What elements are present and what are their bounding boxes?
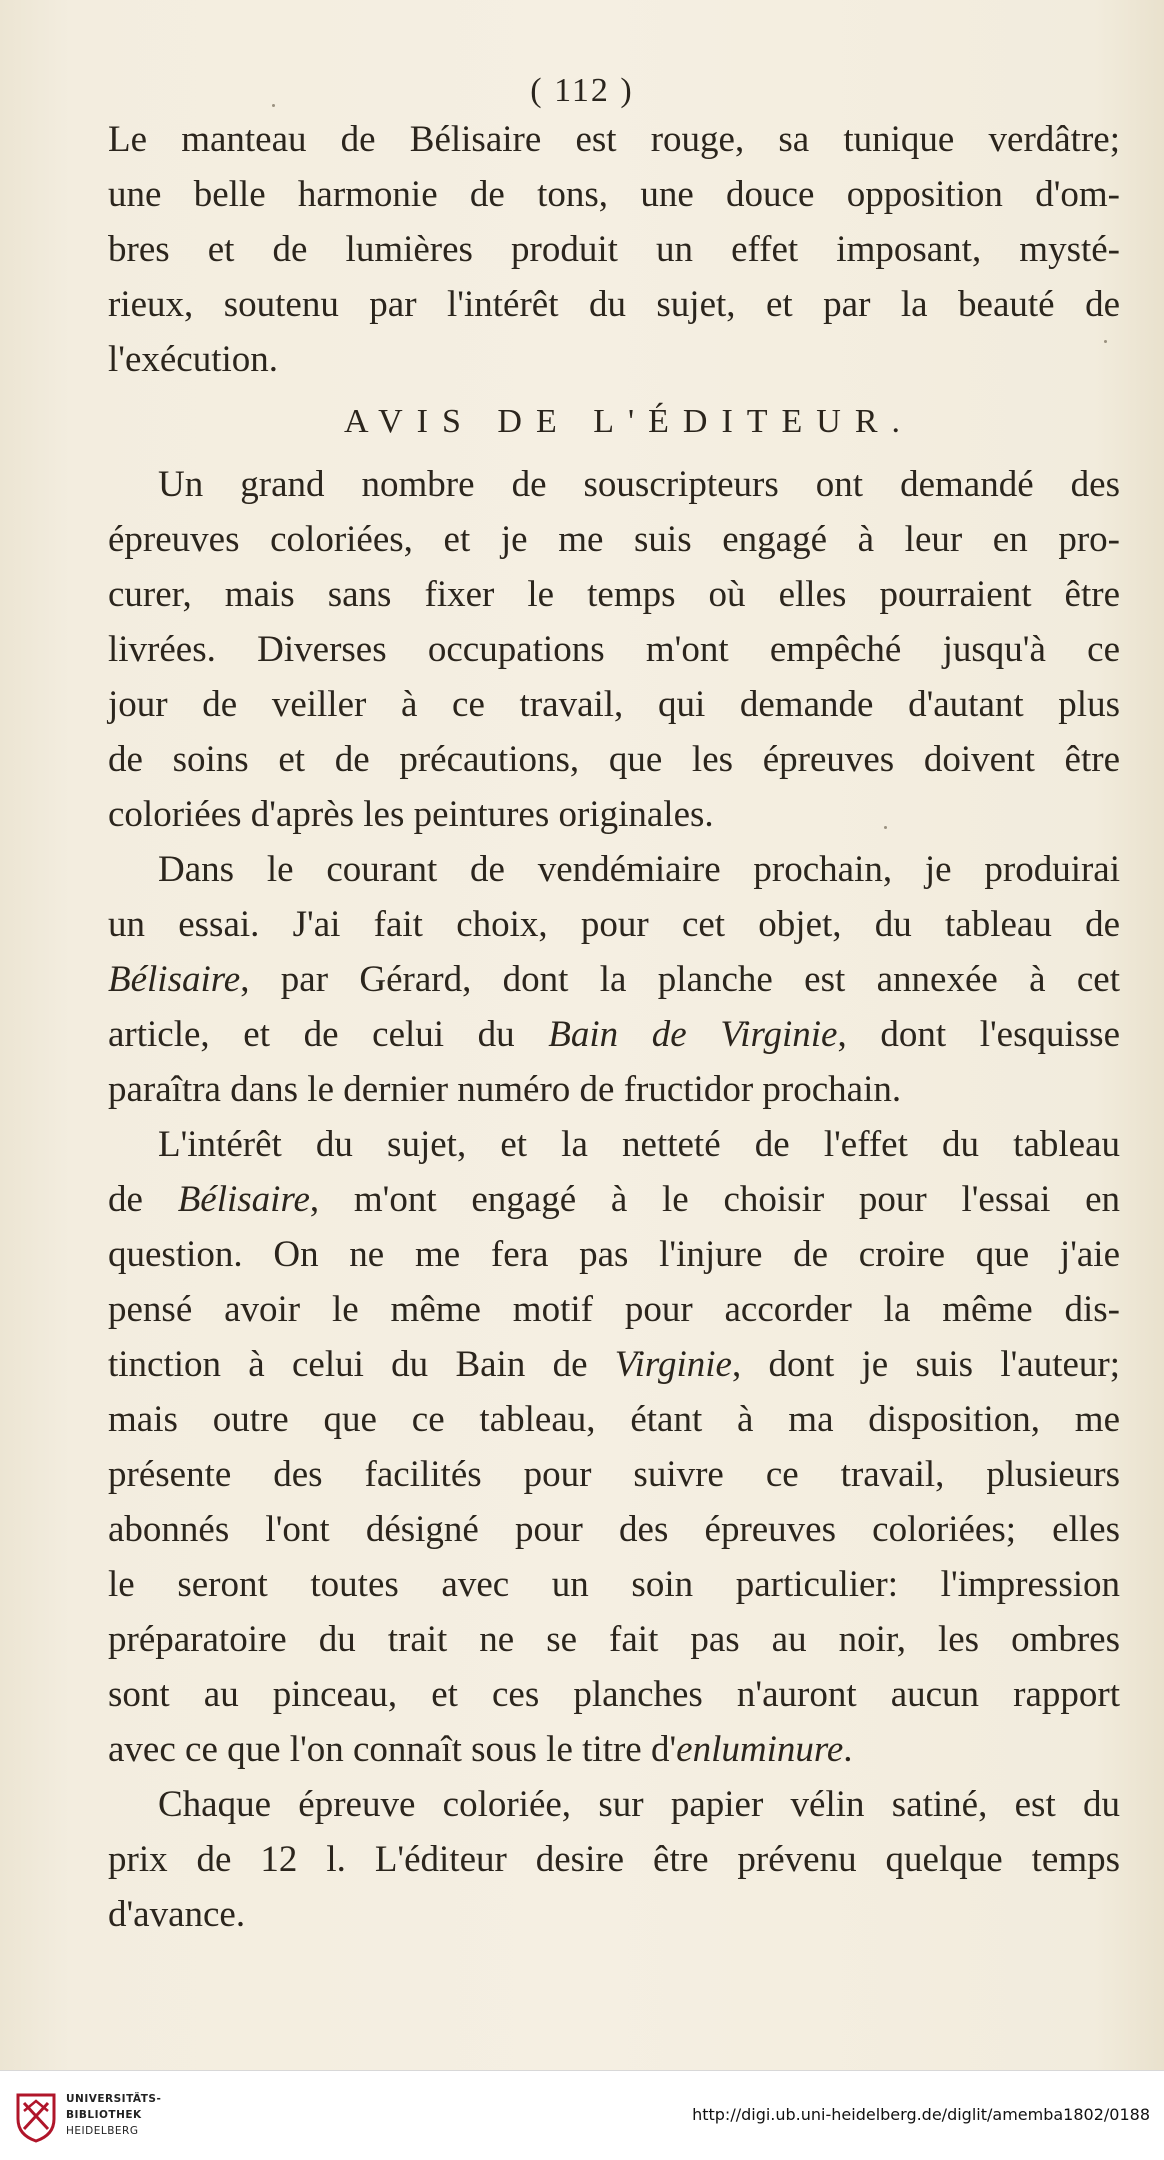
text-line: pensé avoir le même motif pour accorder la même dis- <box>108 1289 1120 1330</box>
text-line: présente des facilités pour suivre ce travail, plusieurs <box>108 1454 1120 1495</box>
text-line <box>108 1337 1120 1392</box>
text-line: jour de veiller à ce travail, qui demande d'autant plus <box>108 684 1120 725</box>
text-line: de soins et de précautions, que les épreuves doivent être <box>108 739 1120 780</box>
text-fragment: , dont l'esquisse <box>837 1014 1120 1055</box>
text-line <box>108 1007 1120 1062</box>
text-line <box>108 1172 1120 1227</box>
text-line: rieux, soutenu par l'intérêt du sujet, et par la beauté de <box>108 284 1120 325</box>
italic-title: Bélisaire <box>108 959 241 1000</box>
text-line: abonnés l'ont désigné pour des épreuves coloriées; elles <box>108 1509 1120 1550</box>
text-line: préparatoire du trait ne se fait pas au noir, les ombres <box>108 1619 1120 1660</box>
text-line: l'exécution. <box>108 339 279 380</box>
text-fragment: , par Gérard, dont la planche est annexée à cet <box>240 959 1120 1000</box>
text-fragment: tinction à celui du Bain de <box>108 1344 588 1385</box>
italic-title: enluminure <box>676 1729 844 1770</box>
library-name-line: BIBLIOTHEK <box>66 2109 142 2121</box>
text-line: sont au pinceau, et ces planches n'auront aucun rapport <box>108 1674 1120 1715</box>
text-fragment: article, et de celui du <box>108 1014 515 1055</box>
university-library-logo-icon <box>14 2089 58 2143</box>
text-line: livrées. Diverses occupations m'ont empêché jusqu'à ce <box>108 629 1120 670</box>
text-line: épreuves coloriées, et je me suis engagé à leur en pro- <box>108 519 1120 560</box>
text-line: le seront toutes avec un soin particulier: l'impression <box>108 1564 1120 1605</box>
page-number: ( 112 ) <box>530 72 634 109</box>
text-fragment: , dont je suis l'auteur; <box>731 1344 1121 1385</box>
text-line: paraîtra dans le dernier numéro de fructidor prochain. <box>108 1069 902 1110</box>
italic-title: Bélisaire <box>177 1179 310 1220</box>
text-line: L'intérêt du sujet, et la netteté de l'effet du tableau <box>158 1124 1120 1165</box>
text-line: Un grand nombre de souscripteurs ont demandé des <box>158 464 1120 505</box>
text-line <box>108 952 1120 1007</box>
library-name <box>66 2091 161 2139</box>
text-line: coloriées d'après les peintures originales. <box>108 794 714 835</box>
library-name-line: HEIDELBERG <box>66 2125 139 2137</box>
paper-speck <box>272 104 275 107</box>
italic-title: Bain de Virginie <box>548 1014 838 1055</box>
viewer-footer <box>0 2070 1164 2160</box>
paper-speck <box>884 826 887 829</box>
text-line: mais outre que ce tableau, étant à ma disposition, me <box>108 1399 1120 1440</box>
page-text <box>108 112 1120 1942</box>
paper-speck <box>1104 340 1107 343</box>
text-fragment: avec ce que l'on connaît sous le titre d' <box>108 1729 677 1770</box>
text-line: bres et de lumières produit un effet imposant, mysté- <box>108 229 1120 270</box>
italic-title: Virginie <box>614 1344 732 1385</box>
library-name-line: UNIVERSITÄTS- <box>66 2093 162 2105</box>
section-heading: AVIS DE L'ÉDITEUR. <box>343 403 915 440</box>
text-line <box>108 1722 1120 1777</box>
text-line: question. On ne me fera pas l'injure de croire que j'aie <box>108 1234 1120 1275</box>
text-fragment: . <box>843 1729 853 1770</box>
text-fragment: de <box>108 1179 143 1220</box>
text-line: Dans le courant de vendémiaire prochain, je produirai <box>158 849 1120 890</box>
text-line: d'avance. <box>108 1894 246 1935</box>
text-line: Le manteau de Bélisaire est rouge, sa tunique verdâtre; <box>108 119 1120 160</box>
permalink-url[interactable]: http://digi.ub.uni-heidelberg.de/diglit/amemba1802/0188 <box>692 2105 1150 2124</box>
text-line: une belle harmonie de tons, une douce opposition d'om- <box>108 174 1120 215</box>
text-line: prix de 12 l. L'éditeur desire être prévenu quelque temps <box>108 1839 1120 1880</box>
text-fragment: , m'ont engagé à le choisir pour l'essai en <box>309 1179 1121 1220</box>
text-line: un essai. J'ai fait choix, pour cet objet, du tableau de <box>108 904 1120 945</box>
text-line: curer, mais sans fixer le temps où elles pourraient être <box>108 574 1120 615</box>
text-line: Chaque épreuve coloriée, sur papier vélin satiné, est du <box>158 1784 1120 1825</box>
